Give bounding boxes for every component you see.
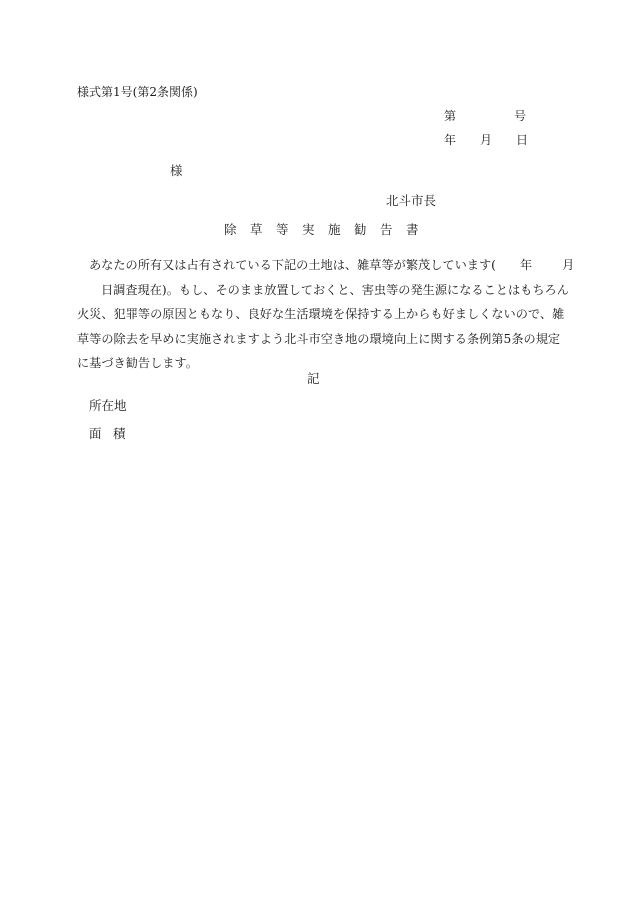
body-line: 草等の除去を早めに実施されますよう北斗市空き地の環境向上に関する条例第5条の規定 [77,331,561,346]
document-title: 除草等実施勧告書 [224,222,433,237]
doc-number-suffix: 号 [514,109,527,123]
date-day-label: 日 [516,133,529,147]
area-label-part1: 面 [89,426,102,441]
body-line1-text: あなたの所有又は占有されている下記の土地は、雑草等が繁茂しています( [89,258,496,272]
date-year-label: 年 [444,133,457,147]
body-line: に基づき勧告します。 [77,356,198,371]
date-month-label: 月 [480,133,493,147]
form-label: 様式第1号(第2条関係) [77,85,198,99]
body-line: 日調査現在)。もし、そのまま放置しておくと、害虫等の発生源になることはもちろん [101,282,569,297]
addressee-honorific: 様 [170,163,183,178]
body-line: 火災、犯罪等の原因ともなり、良好な生活環境を保持する上からも好ましくないので、雑 [77,307,565,322]
body-paragraph [77,253,575,376]
sender-name: 北斗市長 [386,193,437,208]
ki-heading: 記 [307,371,320,386]
body-line1-month: 月 [562,258,575,272]
body-line [77,253,575,278]
body-line1-year: 年 [519,258,533,272]
doc-number-prefix: 第 [444,109,457,123]
area-label-part2: 積 [113,426,126,441]
location-label: 所在地 [89,398,127,413]
